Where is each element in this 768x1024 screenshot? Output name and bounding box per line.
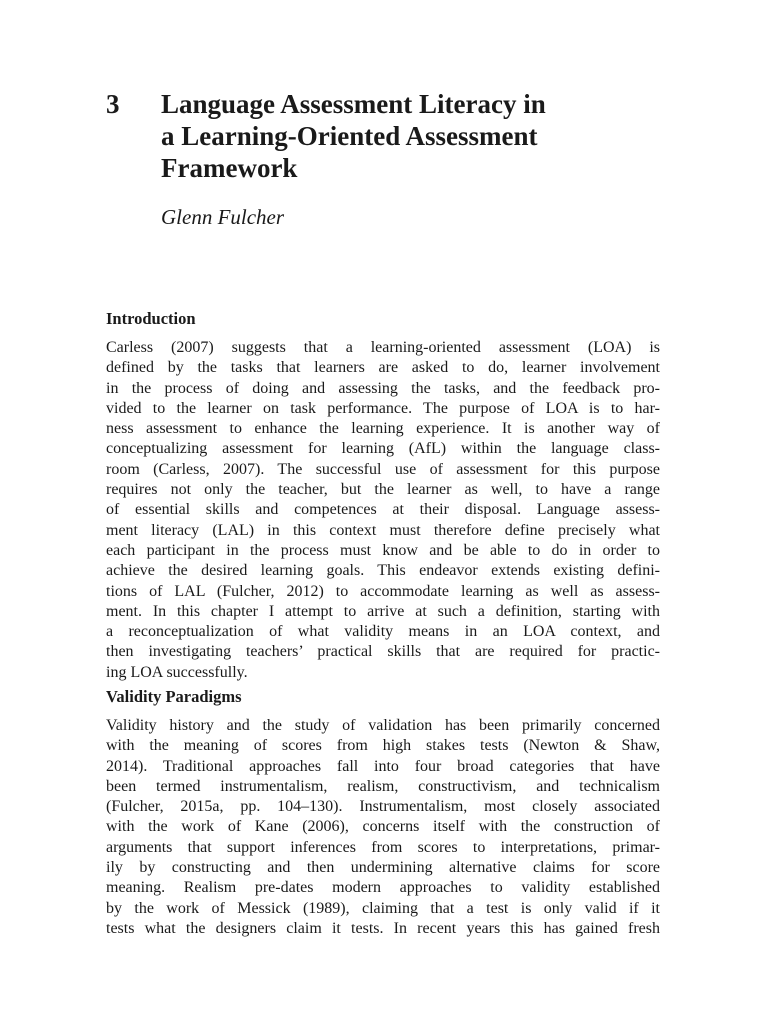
body-line: been termed instrumentalism, realism, constructivism, and technicalism <box>106 777 660 795</box>
chapter-author: Glenn Fulcher <box>161 205 285 229</box>
body-line: by the work of Messick (1989), claiming that a test is only valid if it <box>106 899 660 917</box>
body-line: (Fulcher, 2015a, pp. 104–130). Instrumentalism, most closely associated <box>106 798 660 816</box>
body-line: of essential skills and competences at their disposal. Language assess- <box>106 501 660 519</box>
body-line: Validity history and the study of validation has been primarily concerned <box>106 717 660 734</box>
chapter-number: 3 <box>106 89 120 119</box>
body-line: meaning. Realism pre-dates modern approaches to validity established <box>106 879 660 897</box>
section-body-introduction <box>106 338 660 683</box>
section-body-validity-paradigms <box>106 716 660 939</box>
body-line: vided to the learner on task performance. The purpose of LOA is to har- <box>106 399 660 417</box>
body-line: with the meaning of scores from high stakes tests (Newton & Shaw, <box>106 737 660 755</box>
chapter-title-line: a Learning-Oriented Assessment <box>161 121 538 151</box>
section-heading-validity-paradigms: Validity Paradigms <box>106 687 242 706</box>
chapter-title-line: Language Assessment Literacy in <box>161 89 546 119</box>
body-line: arguments that support inferences from scores to interpretations, primar- <box>106 838 660 856</box>
body-line: ness assessment to enhance the learning experience. It is another way of <box>106 420 660 438</box>
body-line: ing LOA successfully. <box>106 663 248 681</box>
body-line: each participant in the process must know and be able to do in order to <box>106 541 660 559</box>
body-line: Carless (2007) suggests that a learning-oriented assessment (LOA) is <box>106 339 660 356</box>
body-line: with the work of Kane (2006), concerns itself with the construction of <box>106 818 660 836</box>
body-line: ment. In this chapter I attempt to arrive at such a definition, starting with <box>106 602 660 620</box>
body-line: requires not only the teacher, but the learner as well, to have a range <box>106 481 660 499</box>
body-line: then investigating teachers’ practical skills that are required for practic- <box>106 643 660 661</box>
body-line: room (Carless, 2007). The successful use of assessment for this purpose <box>106 460 660 478</box>
body-line: defined by the tasks that learners are asked to do, learner involvement <box>106 359 660 377</box>
body-line: tests what the designers claim it tests. In recent years this has gained fresh <box>106 919 660 937</box>
section-heading-introduction: Introduction <box>106 309 196 328</box>
body-line: a reconceptualization of what validity means in an LOA context, and <box>106 623 660 641</box>
body-line: ily by constructing and then undermining alternative claims for score <box>106 859 660 877</box>
body-line: in the process of doing and assessing the tasks, and the feedback pro- <box>106 379 660 397</box>
chapter-title <box>161 88 661 184</box>
body-line: 2014). Traditional approaches fall into four broad categories that have <box>106 757 660 775</box>
body-line: tions of LAL (Fulcher, 2012) to accommodate learning as well as assess- <box>106 582 660 600</box>
body-line: ment literacy (LAL) in this context must therefore define precisely what <box>106 521 660 539</box>
chapter-title-line: Framework <box>161 153 298 183</box>
body-line: conceptualizing assessment for learning (AfL) within the language class- <box>106 440 660 458</box>
body-line: achieve the desired learning goals. This endeavor extends existing defini- <box>106 562 660 580</box>
